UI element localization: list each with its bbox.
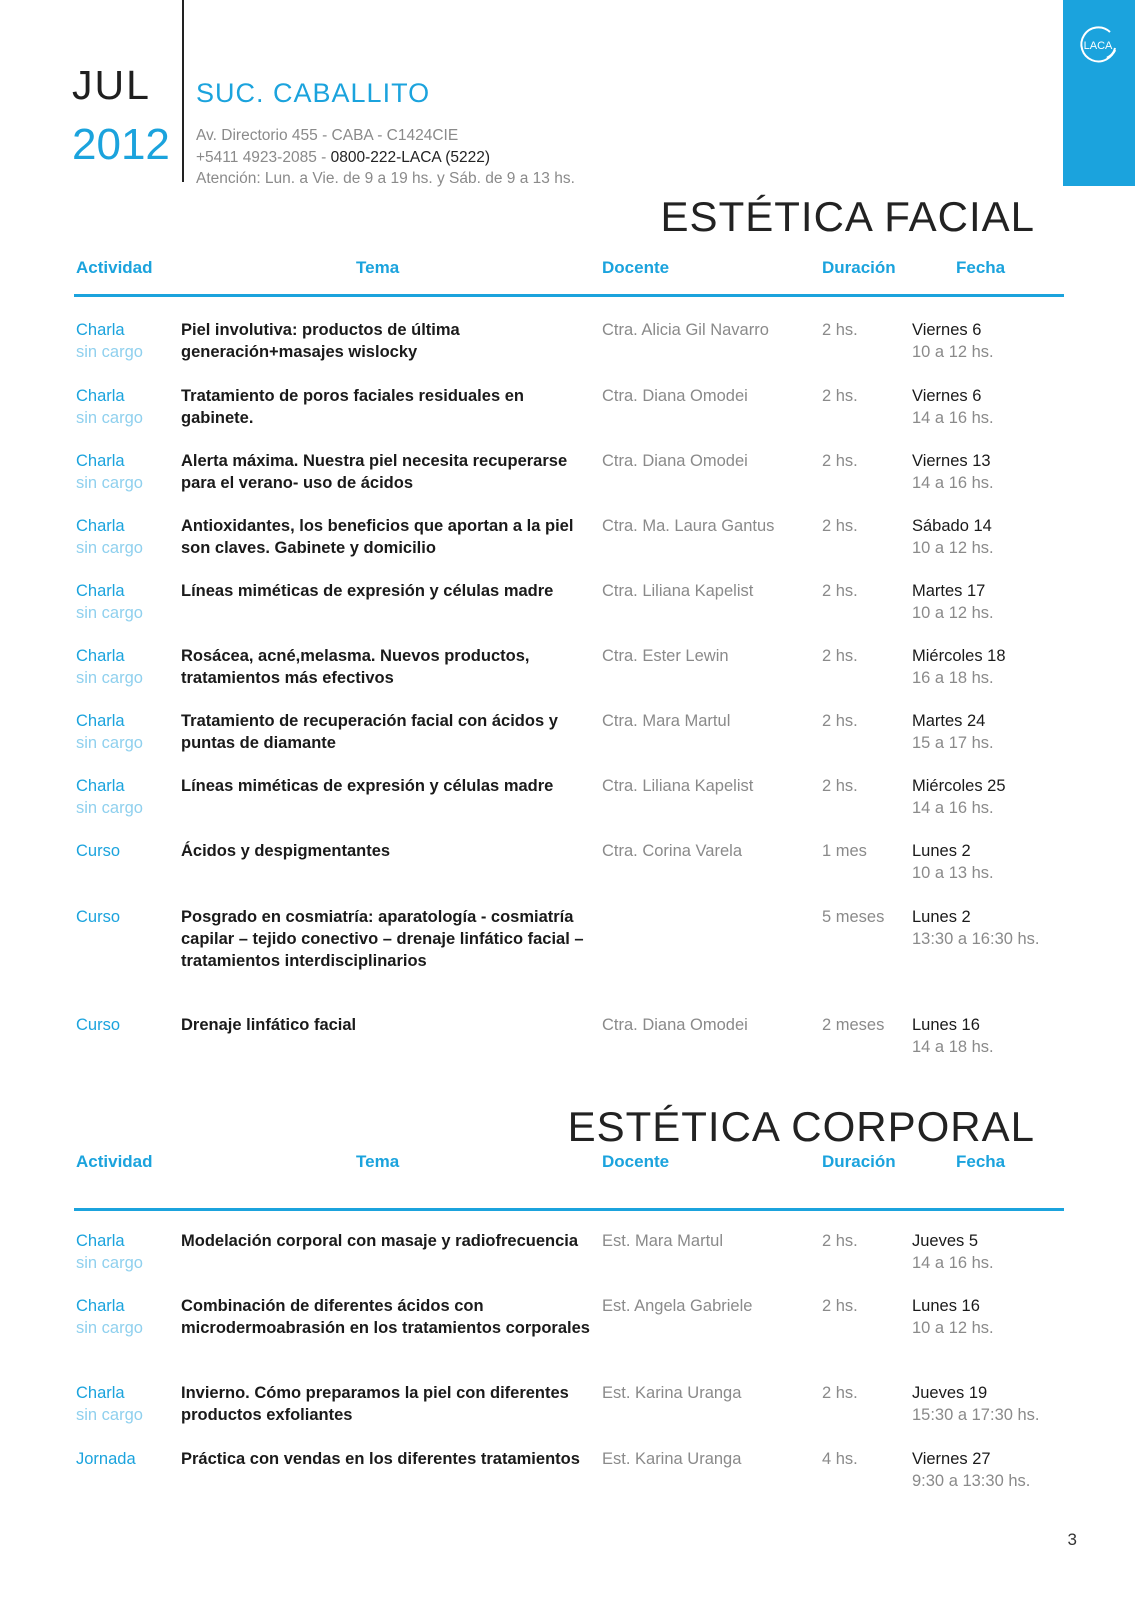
date-time: 16 a 18 hs. [912,669,994,687]
date-time: 14 a 16 hs. [912,799,994,817]
activity-type: Charla [76,582,125,600]
opening-hours: Atención: Lun. a Vie. de 9 a 19 hs. y Sáb. de 9 a 13 hs. [196,170,575,187]
phone-free: 0800-222-LACA (5222) [330,149,491,166]
activity-cell [76,580,176,624]
activity-cell [76,840,176,862]
topic-cell: Tratamiento de recuperación facial con ácidos y puntas de diamante [181,712,558,752]
date-cell [912,1295,1082,1339]
section-title-facial: ESTÉTICA FACIAL [660,193,1035,240]
date-day: Viernes 13 [912,452,991,470]
year-label: 2012 [72,120,170,169]
activity-note: sin cargo [76,604,143,622]
date-cell [912,1230,1082,1274]
date-time: 10 a 12 hs. [912,1319,994,1337]
date-day: Martes 17 [912,582,986,600]
date-cell [912,450,1082,494]
date-time: 10 a 12 hs. [912,539,994,557]
date-time: 10 a 13 hs. [912,864,994,882]
activity-type: Curso [76,908,121,926]
duration-cell: 2 hs. [822,1297,858,1315]
topic-cell: Líneas miméticas de expresión y células madre [181,777,554,795]
address: Av. Directorio 455 - CABA - C1424CIE [196,127,459,144]
date-cell [912,1382,1082,1426]
topic-cell: Tratamiento de poros faciales residuales en gabinete. [181,387,524,427]
date-cell [912,515,1082,559]
logo-tab [1063,0,1135,186]
activity-note: sin cargo [76,734,143,752]
col-header-actividad: Actividad [76,258,153,277]
duration-cell: 2 hs. [822,517,858,535]
date-cell [912,385,1082,429]
activity-cell [76,1382,176,1426]
topic-cell: Piel involutiva: productos de última generación+masajes wislocky [181,321,460,361]
topic-cell: Drenaje linfático facial [181,1016,357,1034]
activity-note: sin cargo [76,669,143,687]
activity-note: sin cargo [76,539,143,557]
date-day: Sábado 14 [912,517,992,535]
date-day: Martes 24 [912,712,986,730]
date-cell [912,1448,1082,1492]
date-time: 9:30 a 13:30 hs. [912,1472,1031,1490]
topic-cell: Ácidos y despigmentantes [181,842,391,860]
logo-text: LACA [1083,40,1113,52]
date-cell [912,710,1082,754]
col-header-duracion: Duración [822,1152,896,1171]
col-header-actividad: Actividad [76,1152,153,1171]
phone: +5411 4923-2085 - [196,149,331,166]
teacher-cell: Ctra. Liliana Kapelist [602,777,754,795]
duration-cell: 1 mes [822,842,867,860]
teacher-cell: Est. Karina Uranga [602,1384,742,1402]
date-cell [912,645,1082,689]
topic-cell: Líneas miméticas de expresión y células madre [181,582,554,600]
duration-cell: 2 hs. [822,1384,858,1402]
activity-type: Jornada [76,1450,136,1468]
date-day: Lunes 2 [912,842,971,860]
activity-note: sin cargo [76,799,143,817]
section-title-corporal: ESTÉTICA CORPORAL [567,1103,1035,1150]
branch-name: SUC. CABALLITO [196,78,431,108]
activity-cell [76,450,176,494]
topic-cell: Antioxidantes, los beneficios que aportan a la piel son claves. Gabinete y domicilio [181,517,574,557]
date-cell [912,775,1082,819]
topic-cell: Posgrado en cosmiatría: aparatología - cosmiatría capilar – tejido conectivo – drenaje linfático facial – tratamientos interdisciplinarios [181,908,584,970]
date-time: 15:30 a 17:30 hs. [912,1406,1040,1424]
duration-cell: 2 hs. [822,321,858,339]
date-day: Jueves 5 [912,1232,979,1250]
teacher-cell: Ctra. Liliana Kapelist [602,582,754,600]
col-header-docente: Docente [602,1152,670,1171]
page-number: 3 [1067,1530,1077,1549]
activity-type: Charla [76,452,125,470]
topic-cell: Modelación corporal con masaje y radiofrecuencia [181,1232,579,1250]
topic-cell: Combinación de diferentes ácidos con microdermoabrasión en los tratamientos corporales [181,1297,590,1337]
activity-note: sin cargo [76,1319,143,1337]
activity-type: Charla [76,647,125,665]
date-cell [912,319,1082,363]
duration-cell: 2 hs. [822,1232,858,1250]
header-rule [74,294,1064,297]
duration-cell: 2 hs. [822,712,858,730]
date-time: 14 a 16 hs. [912,1254,994,1272]
header-rule [74,1208,1064,1211]
activity-cell [76,645,176,689]
activity-type: Curso [76,1016,121,1034]
col-header-tema: Tema [356,1152,400,1171]
laca-logo-icon [1077,24,1119,66]
topic-cell: Alerta máxima. Nuestra piel necesita recuperarse para el verano- uso de ácidos [181,452,568,492]
date-day: Viernes 27 [912,1450,991,1468]
date-time: 15 a 17 hs. [912,734,994,752]
duration-cell: 5 meses [822,908,885,926]
date-cell [912,1014,1082,1058]
date-cell [912,580,1082,624]
activity-note: sin cargo [76,1406,143,1424]
teacher-cell: Ctra. Diana Omodei [602,1016,748,1034]
date-day: Miércoles 18 [912,647,1006,665]
date-time: 13:30 a 16:30 hs. [912,930,1040,948]
activity-cell [76,710,176,754]
date-cell [912,906,1082,950]
activity-note: sin cargo [76,343,143,361]
activity-cell [76,1230,176,1274]
topic-cell: Invierno. Cómo preparamos la piel con diferentes productos exfoliantes [181,1384,569,1424]
duration-cell: 2 meses [822,1016,885,1034]
date-time: 14 a 16 hs. [912,474,994,492]
col-header-tema: Tema [356,258,400,277]
topic-cell: Rosácea, acné,melasma. Nuevos productos, tratamientos más efectivos [181,647,530,687]
activity-type: Curso [76,842,121,860]
activity-cell [76,515,176,559]
date-day: Lunes 2 [912,908,971,926]
duration-cell: 2 hs. [822,647,858,665]
date-time: 14 a 16 hs. [912,409,994,427]
activity-type: Charla [76,1297,125,1315]
activity-cell [76,385,176,429]
date-day: Jueves 19 [912,1384,988,1402]
date-time: 14 a 18 hs. [912,1038,994,1056]
date-cell [912,840,1082,884]
activity-note: sin cargo [76,474,143,492]
activity-cell [76,319,176,363]
activity-cell [76,1448,176,1470]
date-day: Lunes 16 [912,1297,980,1315]
teacher-cell: Ctra. Corina Varela [602,842,743,860]
month-label: JUL [72,62,151,108]
duration-cell: 2 hs. [822,452,858,470]
teacher-cell: Ctra. Diana Omodei [602,452,748,470]
activity-note: sin cargo [76,1254,143,1272]
date-day: Lunes 16 [912,1016,980,1034]
date-day: Viernes 6 [912,321,982,339]
duration-cell: 2 hs. [822,582,858,600]
phone-line [196,149,490,167]
teacher-cell: Ctra. Ester Lewin [602,647,729,665]
activity-type: Charla [76,1384,125,1402]
teacher-cell: Est. Mara Martul [602,1232,724,1250]
activity-cell [76,1295,176,1339]
activity-type: Charla [76,321,125,339]
date-day: Miércoles 25 [912,777,1006,795]
teacher-cell: Ctra. Diana Omodei [602,387,748,405]
activity-type: Charla [76,387,125,405]
teacher-cell: Est. Karina Uranga [602,1450,742,1468]
duration-cell: 4 hs. [822,1450,858,1468]
activity-note: sin cargo [76,409,143,427]
activity-cell [76,1014,176,1036]
col-header-fecha: Fecha [956,258,1006,277]
teacher-cell: Ctra. Ma. Laura Gantus [602,517,775,535]
activity-type: Charla [76,1232,125,1250]
header-divider [182,0,184,182]
col-header-docente: Docente [602,258,670,277]
activity-type: Charla [76,777,125,795]
duration-cell: 2 hs. [822,387,858,405]
date-time: 10 a 12 hs. [912,343,994,361]
col-header-fecha: Fecha [956,1152,1006,1171]
date-time: 10 a 12 hs. [912,604,994,622]
topic-cell: Práctica con vendas en los diferentes tratamientos [181,1450,580,1468]
teacher-cell: Est. Angela Gabriele [602,1297,753,1315]
activity-cell [76,906,176,928]
col-header-duracion: Duración [822,258,896,277]
date-day: Viernes 6 [912,387,982,405]
activity-type: Charla [76,517,125,535]
duration-cell: 2 hs. [822,777,858,795]
teacher-cell: Ctra. Mara Martul [602,712,731,730]
activity-type: Charla [76,712,125,730]
activity-cell [76,775,176,819]
teacher-cell: Ctra. Alicia Gil Navarro [602,321,769,339]
